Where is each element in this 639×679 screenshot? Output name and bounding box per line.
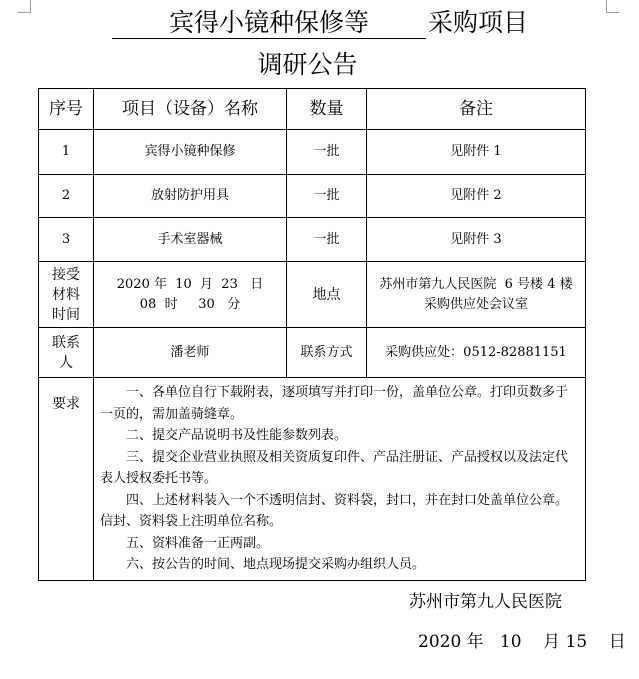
table-row (39, 218, 586, 262)
requirement-item: 四、上述材料装入一个不透明信封、资料袋，封口，并在封口处盖单位公章。信封、资料袋上注明单位名称。 (100, 492, 569, 529)
survey-table (38, 88, 586, 581)
place-value (367, 262, 586, 328)
row-no: 1 (39, 130, 94, 175)
contact-person: 潘老师 (94, 328, 287, 378)
row-qty: 一批 (287, 175, 367, 218)
row-note: 见附件 1 (367, 130, 586, 175)
header-note: 备注 (367, 89, 586, 130)
contact-method-label: 联系方式 (287, 328, 367, 378)
title-project-name: 宾得小镜种保修等 (112, 6, 426, 39)
requirement-item: 三、提交企业营业执照及相关资质复印件、产品注册证、产品授权以及法定代表人授权委托书等。 (100, 449, 569, 486)
receive-time-value (94, 262, 287, 328)
place-line1: 苏州市第九人民医院 6 号楼 4 楼 (379, 276, 573, 292)
document-title-line2 (0, 48, 639, 82)
title-announcement: 调研公告 (257, 50, 358, 79)
header-qty: 数量 (287, 89, 367, 130)
place-line2: 采购供应处会议室 (423, 296, 528, 312)
requirement-item: 二、提交产品说明书及性能参数列表。 (126, 428, 348, 443)
table-row (39, 130, 586, 175)
requirement-item: 六、按公告的时间、地点现场提交采购办组织人员。 (126, 557, 426, 572)
receive-time-row (39, 262, 586, 328)
contact-label: 联系人 (39, 328, 94, 378)
row-name: 宾得小镜种保修 (94, 130, 287, 175)
issue-date: 2020 年 10 月 15 日 (418, 632, 626, 652)
row-note: 见附件 3 (367, 218, 586, 262)
requirements-label: 要求 (39, 378, 94, 581)
header-name: 项目（设备）名称 (94, 89, 287, 130)
issuer-signature: 苏州市第九人民医院 (409, 592, 562, 612)
row-qty: 一批 (287, 130, 367, 175)
row-qty: 一批 (287, 218, 367, 262)
receive-date: 2020 年 10 月 23 日 (116, 276, 264, 292)
place-label: 地点 (287, 262, 367, 328)
requirement-item: 一、各单位自行下载附表，逐项填写并打印一份，盖单位公章。打印页数多于一页的，需加盖骑缝章。 (100, 385, 569, 422)
row-name: 放射防护用具 (94, 175, 287, 218)
header-no: 序号 (39, 89, 94, 130)
row-no: 3 (39, 218, 94, 262)
contact-method: 采购供应处：0512-82881151 (367, 328, 586, 378)
table-row (39, 175, 586, 218)
requirements-row (39, 378, 586, 581)
requirements-content (94, 378, 586, 581)
receive-time-label: 接受材料时间 (39, 262, 94, 328)
document-title-line1 (0, 6, 639, 40)
receive-hour: 08 时 30 分 (139, 296, 241, 312)
row-note: 见附件 2 (367, 175, 586, 218)
requirement-item: 五、资料准备一正两副。 (126, 535, 270, 551)
row-no: 2 (39, 175, 94, 218)
title-suffix: 采购项目 (428, 8, 529, 37)
row-name: 手术室器械 (94, 218, 287, 262)
contact-row (39, 328, 586, 378)
table-header-row (39, 89, 586, 130)
